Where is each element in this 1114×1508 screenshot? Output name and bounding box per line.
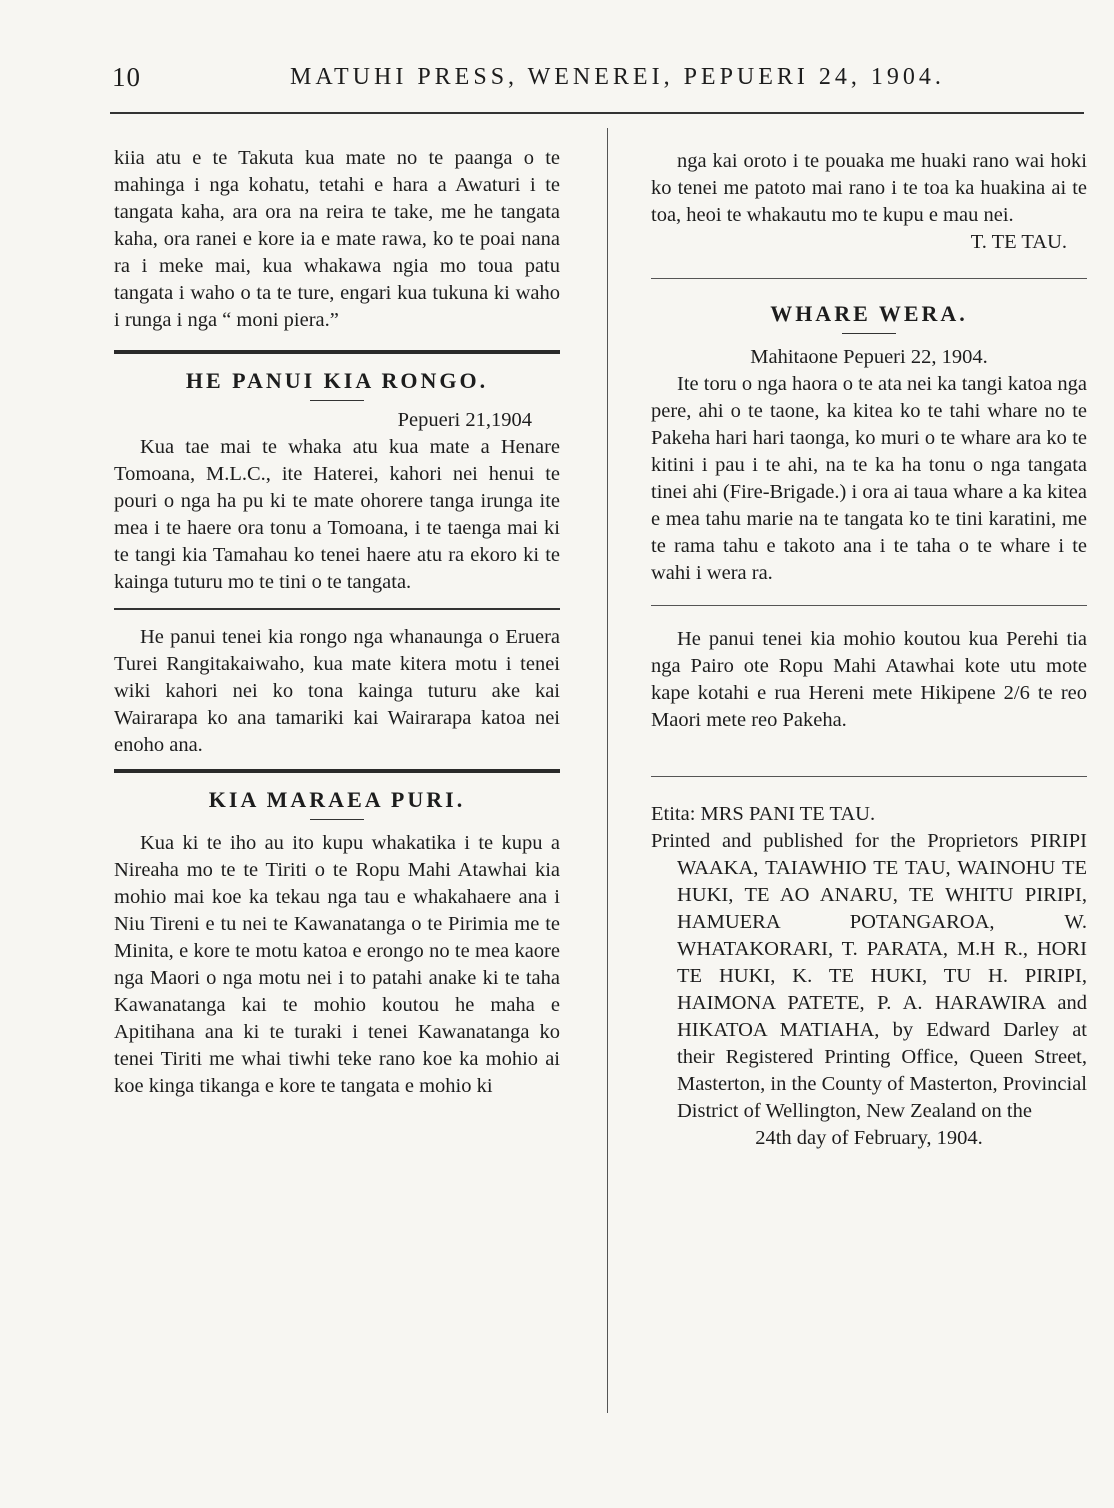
imprint-date: 24th day of February, 1904. (755, 1127, 983, 1149)
notice-title-whare-wera: WHARE WERA. (770, 301, 968, 326)
section-rule (651, 278, 1087, 279)
notice-date: Mahitaone Pepueri 22, 1904. (750, 346, 988, 368)
continued-article-text: kiia atu e te Takuta kua mate no te paanga o te mahinga i nga kohatu, tetahi e hara a Awaturi i te tangata kaha, ara ora na reira te take, me he tangata kaha, ora ranei e kore ia e mate rawa, ko te poai nana ra i meke mai, kua whakawa ngia mo toua patu tangata i waho o ta te ture, engari kua tukuna ki waho i runga i nga “ moni piera.” (114, 147, 560, 331)
page-number: 10 (112, 62, 141, 92)
section-rule (651, 776, 1087, 777)
running-head: MATUHI PRESS, WENEREI, PEPUERI 24, 1904. (290, 64, 945, 90)
title-underline (310, 400, 364, 401)
notice-title-he-panui: HE PANUI KIA RONGO. (185, 368, 489, 393)
notice-body-pairo: He panui tenei kia mohio koutou kua Perehi tia nga Pairo ote Ropu Mahi Atawhai kote utu mote kape kotahi e rua Hereni mete Hikipene 2/6 te reo Maori mete reo Pakeha. (651, 628, 1087, 731)
section-rule (114, 350, 560, 354)
continued-article-text: nga kai oroto i te pouaka me huaki rano wai hoki ko tenei me patoto mai rano i te toa ka huakina ai te toa, heoi te whakautu mo te kupu e mau nei. (651, 150, 1087, 226)
header-rule (110, 112, 1084, 114)
title-underline (842, 333, 896, 334)
signature: T. TE TAU. (970, 231, 1067, 253)
notice-body-tomoana: Kua tae mai te whaka atu kua mate a Henare Tomoana, M.L.C., ite Haterei, kahori nei henui te pouri o nga ha pu ki te mate ohorere tanga irunga ite mea i te haere ora tonu a Tomoana, i te taenga mai ki te tangi kia Tamahau ko tenei haere atu ra ekoro ki te kainga tuturu mo te tini o te tangata. (114, 436, 560, 593)
section-rule (114, 608, 560, 610)
title-underline (310, 819, 364, 820)
notice-title-kia-maraea: KIA MARAEA PURI. (208, 787, 466, 812)
section-rule (651, 605, 1087, 606)
notice-body-eruera: He panui tenei kia rongo nga whanaunga o Eruera Turei Rangitakaiwaho, kua mate kitera motu i tenei wiki kahori nei ko tona kainga tuturu ake kai Wairarapa ko ana tamariki kai Wairarapa katoa nei enoho ana. (114, 626, 560, 756)
notice-body-whare-wera: Ite toru o nga haora o te ata nei ka tangi katoa nga pere, ahi o te taone, ka kitea ko te tahi whare no te Pakeha hari hari taonga, ko muri o te whare ara ko te kitini i pau i te ahi, na te ka ha tonu o nga tangata tinei ahi (Fire-Brigade.) i ora ai taua whare a ka kitea e mea tahu marie na te tangata ko te tini karatini, me te rama tahu e takoto ana i te taha o te whare i te wahi i wera ra. (651, 373, 1087, 584)
notice-body-kia-maraea: Kua ki te iho au ito kupu whakatika i te kupu a Nireaha mo te te Tiriti o te Ropu Mahi Atawhai kia mohio mai koe ka tekau nga tau e whakahaere ana i Niu Tireni e tu nei te Kawanatanga o te Pirimia me te Minita, e kore te motu katoa e erongo no te mea kaore nga Maori o nga motu nei i to patahi anake ki te taha Kawanatanga kai te mohio koutou he maha e Apitihana ana ki te turaki i tenei Kawanatanga ko tenei Tiriti me whai tiwhi teke rano koe ka mohio ai koe kinga tikanga e kore te tangata e mohio ki (114, 832, 560, 1097)
imprint (651, 801, 1087, 1152)
editor-line: Etita: MRS PANI TE TAU. (651, 803, 876, 825)
right-column (651, 148, 1087, 1152)
left-column (114, 145, 560, 1100)
notice-date: Pepueri 21,1904 (397, 409, 532, 431)
section-rule (114, 769, 560, 773)
column-divider (607, 128, 608, 1413)
imprint-text: Printed and published for the Proprietors PIRIPI WAAKA, TAIAWHIO TE TAU, WAINOHU TE HUKI, TE AO ANARU, TE WHITU PIRIPI, HAMUERA POTANGAROA, W. WHATAKORARI, T. PARATA, M.H R., HORI TE HUKI, K. TE HUKI, TU H. PIRIPI, HAIMONA PATETE, P. A. HARAWIRA and HIKATOA MATIAHA, by Edward Darley at their Registered Printing Office, Queen Street, Masterton, in the County of Masterton, Provincial District of Wellington, New Zealand on the (651, 830, 1087, 1122)
